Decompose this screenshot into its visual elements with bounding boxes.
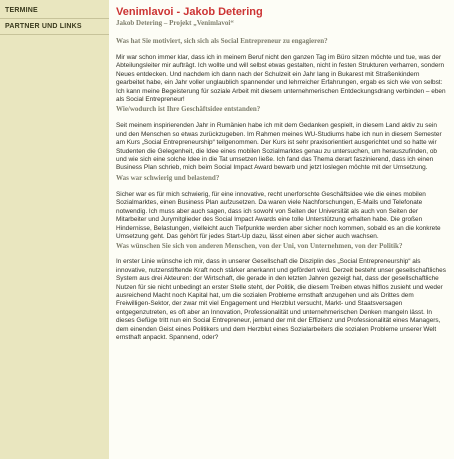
interview-answer: Mir war schon immer klar, dass ich in meinem Beruf nicht den ganzen Tag im Büro sitzen möchte und tue, was der Abteilungsleiter mir aufträgt. Ich wollte und will selbst etwas gestalten, nicht in festen Strukturen verharren, sondern Neues entdecken. Und nachdem ich dann nach der Schulzeit ein Jahr lang in Bukarest mit Straßenkindern gearbeitet habe, ein Jahr voller unglaublich spannender und lehrreicher Erfahrungen, ergab es sich wie von selbst: Ich kann meine Begeisterung für soziale Arbeit mit diesem unternehmerischen Entdeckungsdrang verbinden – eben als Social Entrepreneur! xyxy=(116,54,446,104)
sidebar-nav xyxy=(0,0,109,459)
interview-question: Was hat Sie motiviert, sich sich als Social Entrepreneur zu engagieren? xyxy=(116,37,328,45)
interview-question: Was wünschen Sie sich von anderen Menschen, von der Uni, von Unternehmen, von der Politik? xyxy=(116,242,403,251)
page-title: Venimlavoi - Jakob Detering xyxy=(116,6,263,18)
interview-question: Was war schwierig und belastend? xyxy=(116,173,220,182)
interview-answer: Seit meinem inspirierenden Jahr in Rumänien habe ich mit dem Gedanken gespielt, in diesem Land aktiv zu sein und den Menschen so etwas zurückzugeben. Im Rahmen meines WU-Studiums habe ich nun in diesem Semester am Kurs „Social Entrepreneurship“ teilgenommen. Der Kurs ist sehr praxisorientiert ausgerichtet und so hatte wir Studenten die Gelegenheit, die Idee eines mobilen Sozialmarktes genau zu untersuchen, um herauszufinden, ob und wie sich eine solche Idee in die Tat umsetzen ließe. Ich fand das Thema derart faszinierend, dass ich einen Business Plan schrieb, mich beim Social Impact Award bewarb und jetzt loslegen möchte mit der Umsetzung. xyxy=(116,122,442,172)
nav-item-partner-und-links[interactable]: PARTNER UND LINKS xyxy=(0,19,109,35)
page-subtitle: Jakob Detering – Projekt „Venimlavoi“ xyxy=(116,19,234,27)
interview-question: Wie/wodurch ist Ihre Geschäftsidee entstanden? xyxy=(116,105,261,114)
interview-answer: In erster Linie wünsche ich mir, dass in unserer Gesellschaft die Disziplin des „Social Entrepreneurship“ als innovative, nutzenstiftende Kraft noch stärker anerkannt und gefördert wird. Derzeit besteht unser gesellschaftliches System aus drei Akteuren: der Wirtschaft, die gerade in den letzten Jahren gezeigt hat, dass der gesellschaftliche Nutzen für sie nicht unbedingt an erster Stelle steht, der Politik, die diesem Treiben etwas hilflos zusieht und weder ausreichend Macht noch Kapital hat, um die sozialen Probleme ernsthaft anzugehen und als Drittes dem Freiwilligen-Sektor, der zwar mit viel Engagement und Herzblut versucht, Markt- und Staatsversagen entgegenzutreten, es oft aber an Innovation, Professionalität und unternehmerischen Denken mangeln lässt. In dieses Gefüge tritt nun ein Social Entrepreneur, jemand der mit der Effizienz und Professionalität eines Managers, dem einenden Geist eines Politikers und dem Herzblut eines Sozialarbeiters die sozialen Probleme unserer Welt ernsthaft anpackt. Spannend, oder? xyxy=(116,258,446,341)
interview-answer: Sicher war es für mich schwierig, für eine innovative, recht unerforschte Geschäftsidee wie die eines mobilen Sozialmarktes, einen Business Plan aufzusetzen. Da waren viele Nachforschungen, E-Mails und Telefonate notwendig. Ich muss aber auch sagen, dass ich sowohl von Seiten der Universität als auch von Seiten der Mitarbeiter und Jurymitglieder des Social Impact Awards eine tolle Unterstützung erhalten habe. Die großen Hindernisse, Belastungen, vielleicht auch Tiefpunkte werden aber sicher noch kommen, sobald es an die konkrete Umsetzung geht. Das gehört für jedes Start-Up dazu, lässt einen aber sicher auch wachsen. xyxy=(116,190,441,240)
nav-item-termine[interactable]: TERMINE xyxy=(0,0,109,19)
article-content xyxy=(109,0,454,459)
